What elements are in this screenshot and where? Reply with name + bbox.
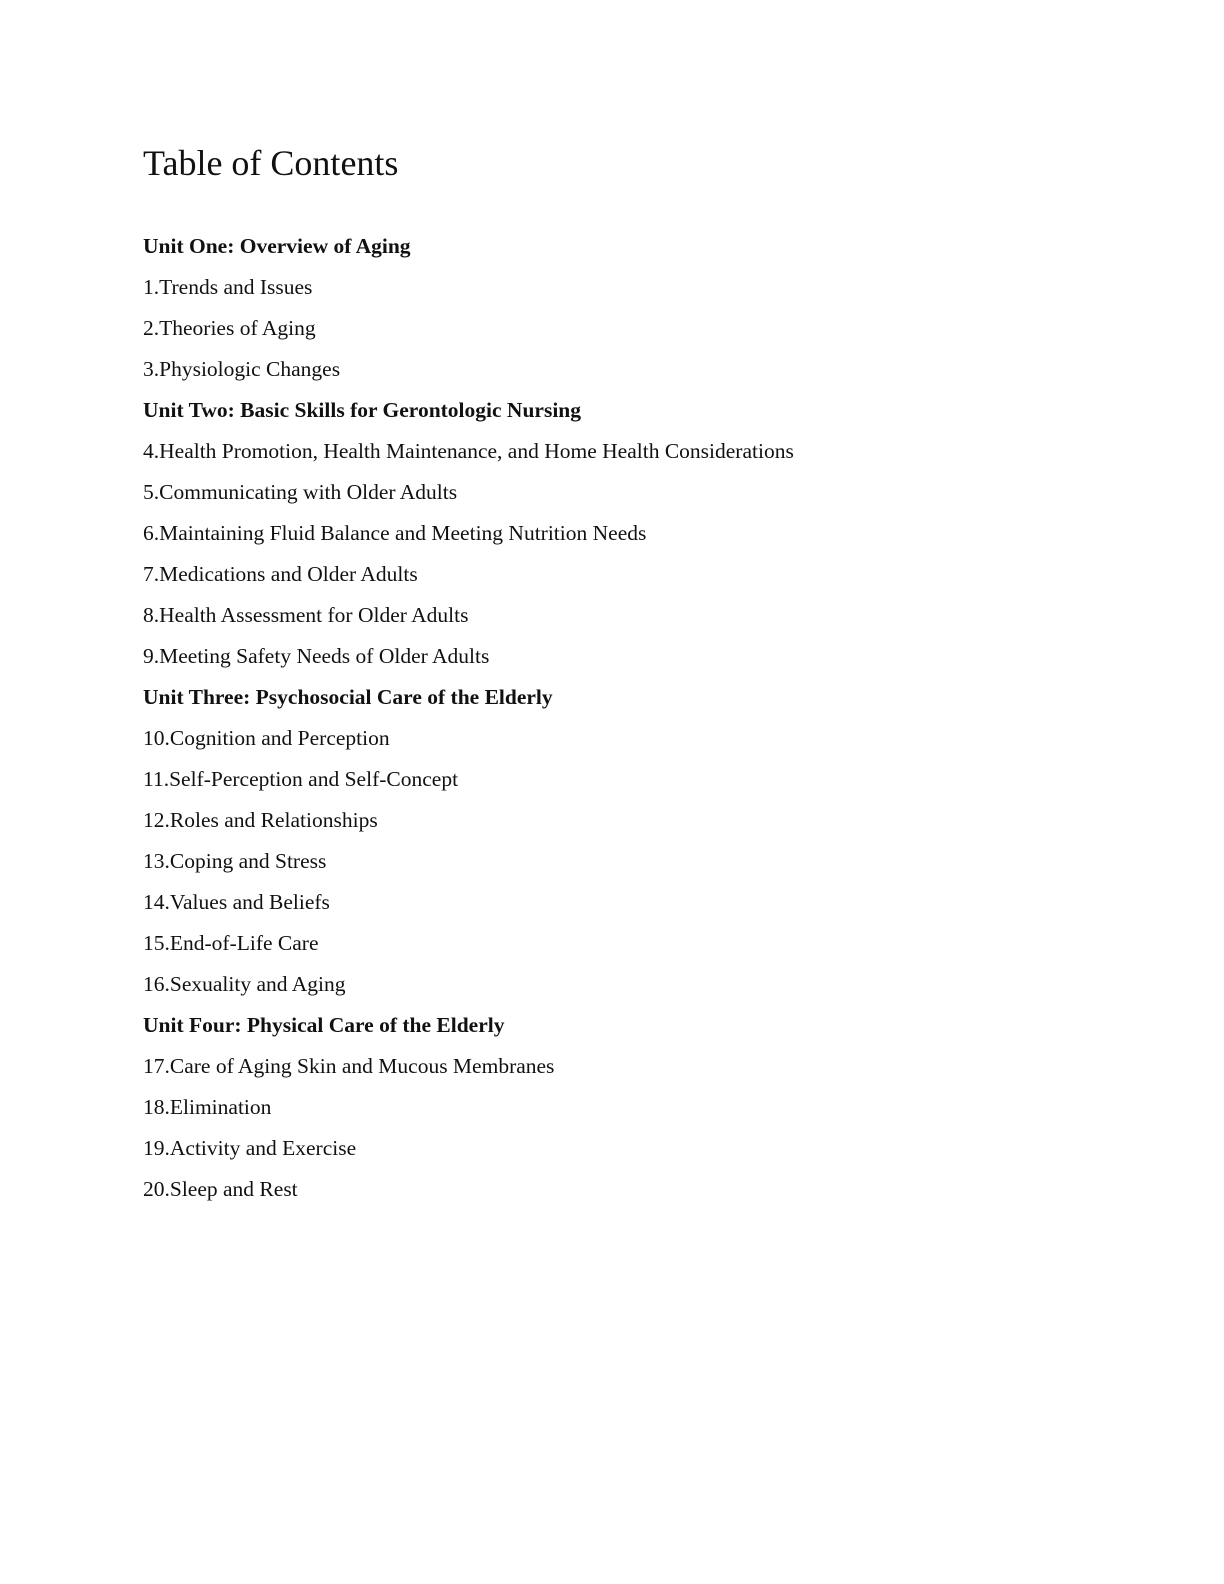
toc-chapter-entry: 16.Sexuality and Aging [143,972,346,996]
toc-chapter-entry: 2.Theories of Aging [143,316,316,340]
toc-chapter-entry: 11.Self-Perception and Self-Concept [143,767,459,791]
toc-unit-heading: Unit One: Overview of Aging [143,234,411,258]
toc-list [143,229,794,1213]
toc-chapter-entry: 3.Physiologic Changes [143,357,341,381]
toc-chapter-entry: 12.Roles and Relationships [143,808,378,832]
toc-chapter-entry: 14.Values and Beliefs [143,890,330,914]
toc-unit-heading: Unit Four: Physical Care of the Elderly [143,1013,505,1037]
toc-chapter-entry: 6.Maintaining Fluid Balance and Meeting Nutrition Needs [143,521,647,545]
toc-chapter-entry: 15.End-of-Life Care [143,931,319,955]
toc-chapter-entry: 13.Coping and Stress [143,849,327,873]
toc-chapter-entry: 9.Meeting Safety Needs of Older Adults [143,644,490,668]
toc-chapter-entry: 10.Cognition and Perception [143,726,390,750]
page-title: Table of Contents [143,143,399,183]
toc-unit-heading: Unit Two: Basic Skills for Gerontologic Nursing [143,398,581,422]
toc-unit-heading: Unit Three: Psychosocial Care of the Elderly [143,685,553,709]
toc-chapter-entry: 17.Care of Aging Skin and Mucous Membranes [143,1054,555,1078]
toc-chapter-entry: 1.Trends and Issues [143,275,313,299]
toc-chapter-entry: 20.Sleep and Rest [143,1177,298,1201]
toc-chapter-entry: 7.Medications and Older Adults [143,562,418,586]
toc-chapter-entry: 19.Activity and Exercise [143,1136,357,1160]
toc-chapter-entry: 8.Health Assessment for Older Adults [143,603,469,627]
toc-chapter-entry: 4.Health Promotion, Health Maintenance, and Home Health Considerations [143,439,794,463]
toc-chapter-entry: 5.Communicating with Older Adults [143,480,458,504]
toc-chapter-entry: 18.Elimination [143,1095,272,1119]
